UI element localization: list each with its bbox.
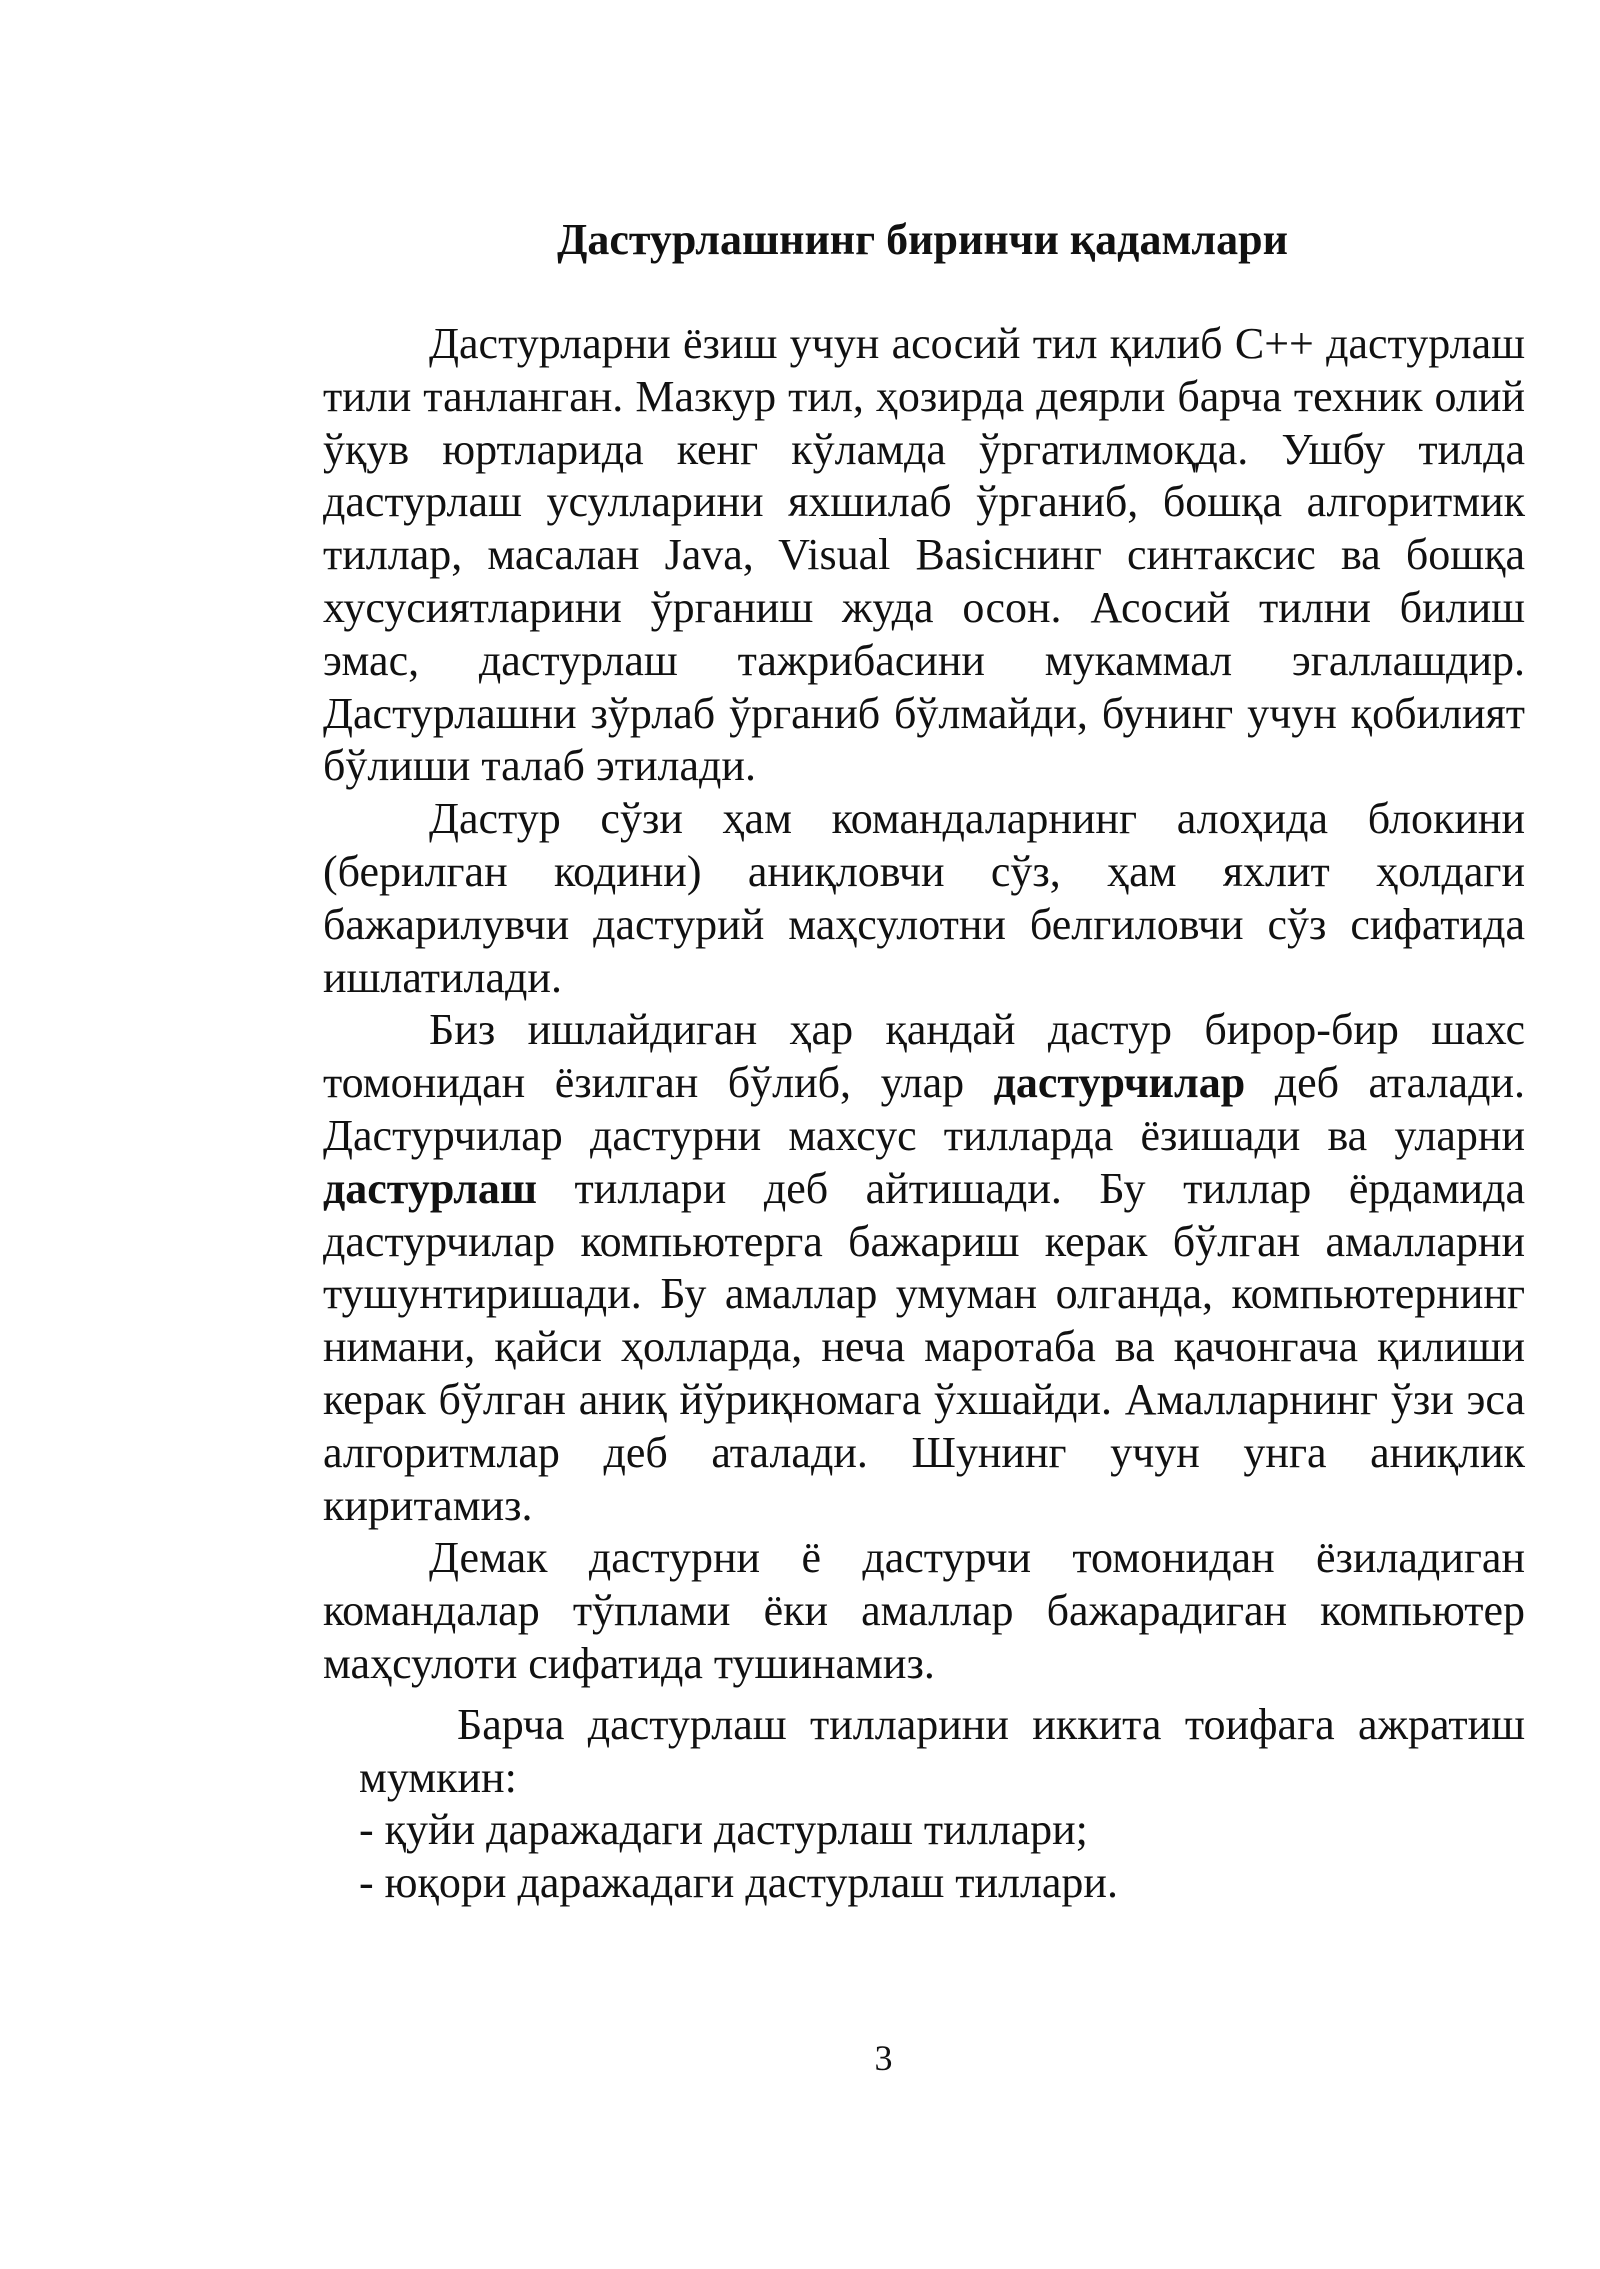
list-item: - қуйи даражадаги дастурлаш тиллари; bbox=[359, 1805, 1088, 1855]
paragraph-3-text-3: тиллари деб айтишади. Бу тиллар ёрдамида дастурчилар компьютерга бажариш керак бўлган амалларни тушунтиришади. Бу амаллар умуман олганда, компьютернинг нимани, қайси ҳолларда, неча маротаба ва қачонгача қилиши керак бўлган аниқ йўриқномага ўхшайди. Амалларнинг ўзи эса алгоритмлар деб аталади. Шунинг учун унга аниқлик киритамиз. bbox=[323, 1163, 1525, 1530]
paragraph-1: Дастурларни ёзиш учун асосий тил қилиб С++ дастурлаш тили танланган. Мазкур тил, ҳозирда деярли барча техник олий ўқув юртларида кенг кўламда ўргатилмоқда. Ушбу тилда дастурлаш усулларини яхшилаб ўрганиб, бошқа алгоритмик тиллар, масалан Java, Visual Basicнинг синтаксис ва бошқа хусусиятларини ўрганиш жуда осон. Асосий тилни билиш эмас, дастурлаш тажрибасини мукаммал эгаллашдир. Дастурлашни зўрлаб ўрганиб бўлмайди, бунинг учун қобилият бўлиши талаб этилади. bbox=[323, 319, 1525, 791]
list-item: - юқори даражадаги дастурлаш тиллари. bbox=[359, 1858, 1118, 1908]
paragraph-3 bbox=[323, 1004, 1525, 1532]
list-intro: Барча дастурлаш тилларини иккита тоифага ажратиш мумкин: bbox=[359, 1699, 1525, 1802]
bold-term-programmers: дастурчилар bbox=[993, 1058, 1246, 1108]
paragraph-4: Демак дастурни ё дастурчи томонидан ёзиладиган командалар тўплами ёки амаллар бажарадиган компьютер маҳсулоти сифатида тушинамиз. bbox=[323, 1533, 1525, 1688]
body-text bbox=[323, 318, 1525, 1910]
bold-term-programming: дастурлаш bbox=[323, 1163, 538, 1213]
page-number: 3 bbox=[874, 2038, 893, 2078]
paragraph-3-text-2: деб аталади. Дастурчилар дастурни махсус тилларда ёзишади ва уларни bbox=[323, 1058, 1525, 1160]
page-title: Дастурлашнинг биринчи қадамлари bbox=[557, 215, 1288, 264]
language-types-list bbox=[359, 1699, 1525, 1910]
paragraph-3-text-1: Биз ишлайдиган ҳар қандай дастур бирор-бир шахс томонидан ёзилган бўлиб, улар bbox=[323, 1005, 1525, 1108]
paragraph-2: Дастур сўзи ҳам командаларнинг алоҳида блокини (берилган кодини) аниқловчи сўз, ҳам яхлит ҳолдаги бажарилувчи дастурий маҳсулотни белгиловчи сўз сифатида ишлатилади. bbox=[323, 794, 1525, 1002]
